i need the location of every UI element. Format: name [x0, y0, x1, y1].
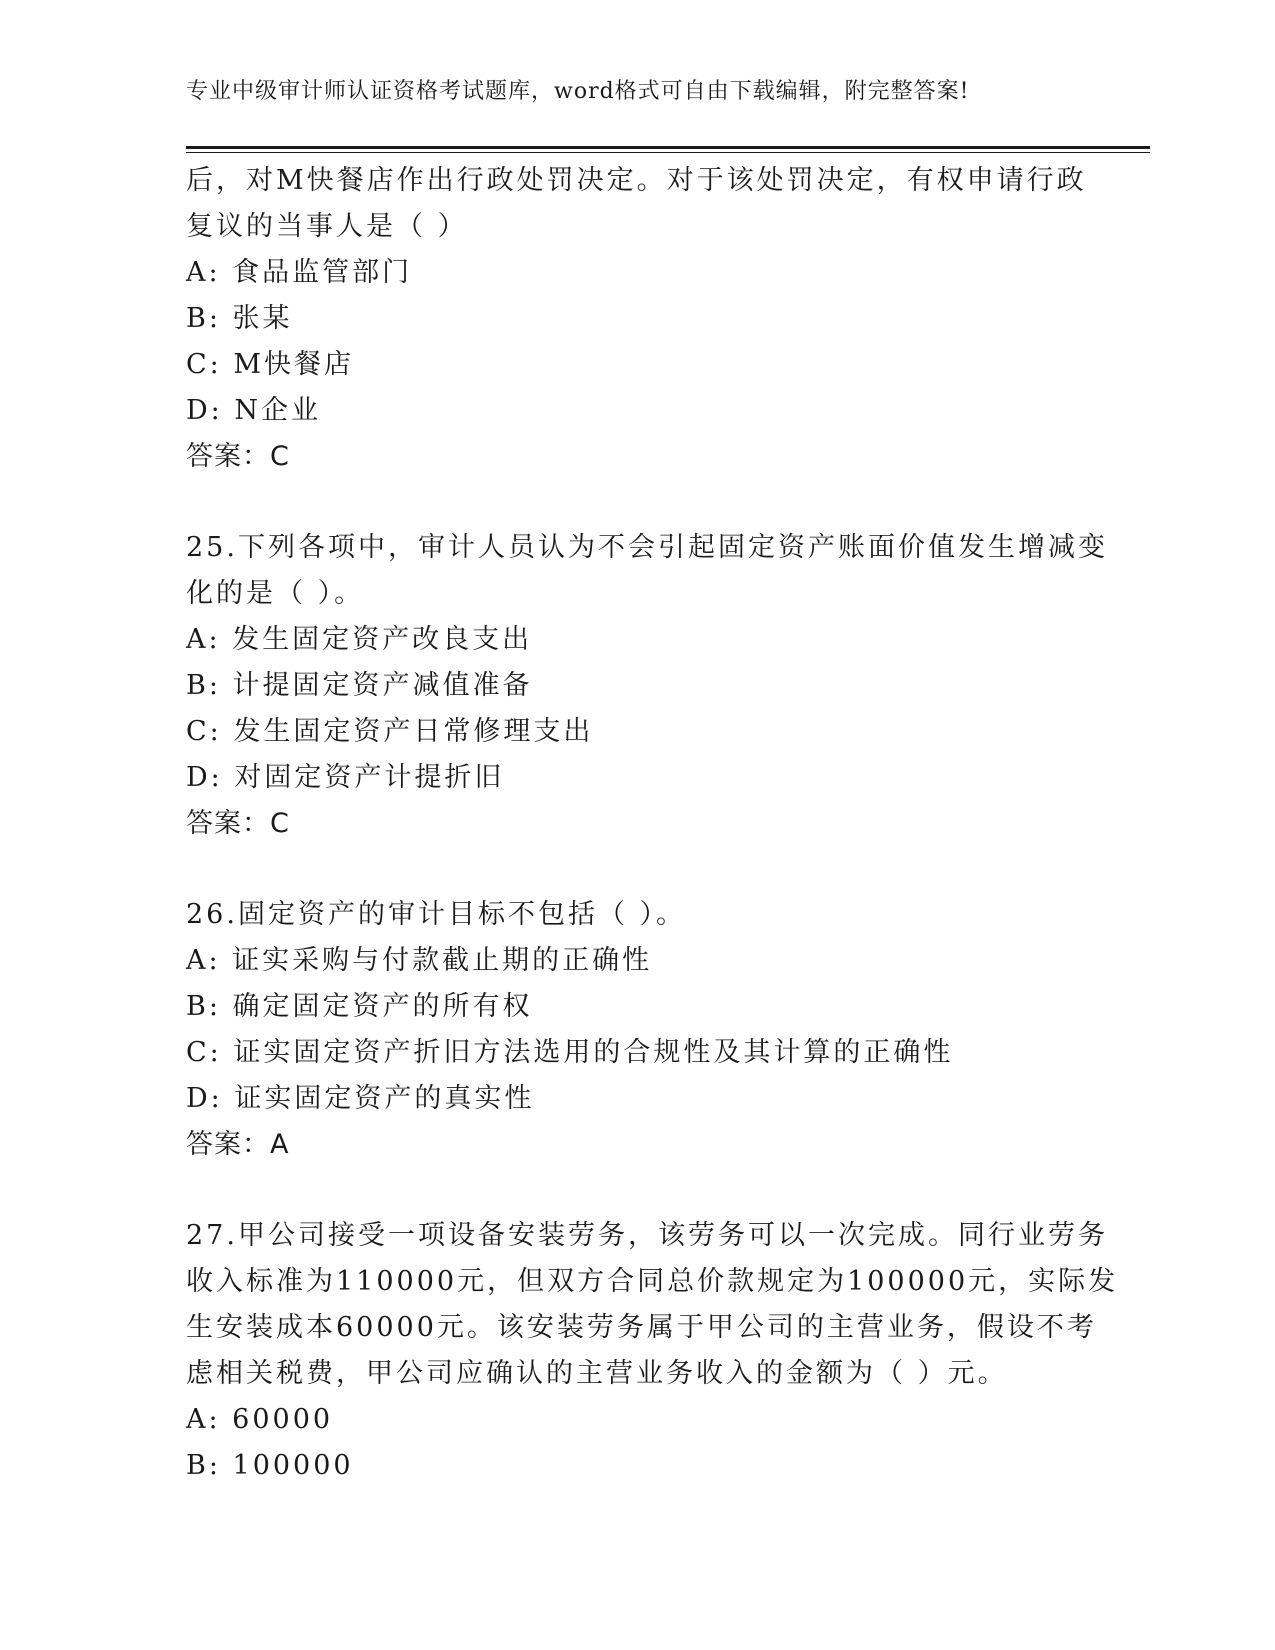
question-text-line: 虑相关税费，甲公司应确认的主营业务收入的金额为（ ）元。: [186, 1358, 1008, 1389]
question-text-line: 26.固定资产的审计目标不包括（ ）。: [186, 899, 687, 930]
question-text-line: 后，对M快餐店作出行政处罚决定。对于该处罚决定，有权申请行政: [186, 165, 1087, 196]
option-a: A: 60000: [186, 1404, 334, 1435]
question-text-line: 生安装成本60000元。该安装劳务属于甲公司的主营业务，假设不考: [186, 1312, 1097, 1343]
question-text-line: 复议的当事人是（ ）: [186, 211, 468, 242]
spacer: [186, 480, 1086, 525]
question-26: [186, 892, 1086, 1168]
question-text-line: 化的是（ ）。: [186, 578, 365, 609]
page-header: 专业中级审计师认证资格考试题库，word格式可自由下载编辑，附完整答案!: [186, 79, 970, 104]
option-c: C: 证实固定资产折旧方法选用的合规性及其计算的正确性: [186, 1037, 954, 1068]
option-a: A: 食品监管部门: [186, 257, 413, 288]
option-c: C: 发生固定资产日常修理支出: [186, 716, 594, 747]
option-d: D: 证实固定资产的真实性: [186, 1083, 535, 1114]
answer: 答案：C: [186, 441, 290, 472]
question-25: [186, 525, 1108, 847]
answer: 答案：C: [186, 808, 290, 839]
option-d: D: N企业: [186, 395, 321, 426]
option-a: A: 发生固定资产改良支出: [186, 624, 533, 655]
option-b: B: 张某: [186, 303, 293, 334]
question-text-line: 收入标准为110000元，但双方合同总价款规定为100000元，实际发: [186, 1266, 1119, 1297]
question-text-line: 27.甲公司接受一项设备安装劳务，该劳务可以一次完成。同行业劳务: [186, 1220, 1108, 1251]
question-text-line: 25.下列各项中，审计人员认为不会引起固定资产账面价值发生增减变: [186, 532, 1108, 563]
option-b: B: 100000: [186, 1450, 354, 1481]
option-b: B: 确定固定资产的所有权: [186, 991, 533, 1022]
option-a: A: 证实采购与付款截止期的正确性: [186, 945, 653, 976]
option-c: C: M快餐店: [186, 349, 354, 380]
answer: 答案：A: [186, 1129, 290, 1160]
option-b: B: 计提固定资产减值准备: [186, 670, 533, 701]
option-d: D: 对固定资产计提折旧: [186, 762, 505, 793]
header-rule-thin: [186, 152, 1150, 153]
question-27: [186, 1213, 1119, 1489]
spacer: [186, 1168, 1086, 1213]
spacer: [186, 847, 1086, 892]
document-body: [186, 158, 1119, 1489]
header-rule-thick: [186, 146, 1150, 149]
question-24-continued: [186, 158, 1086, 480]
